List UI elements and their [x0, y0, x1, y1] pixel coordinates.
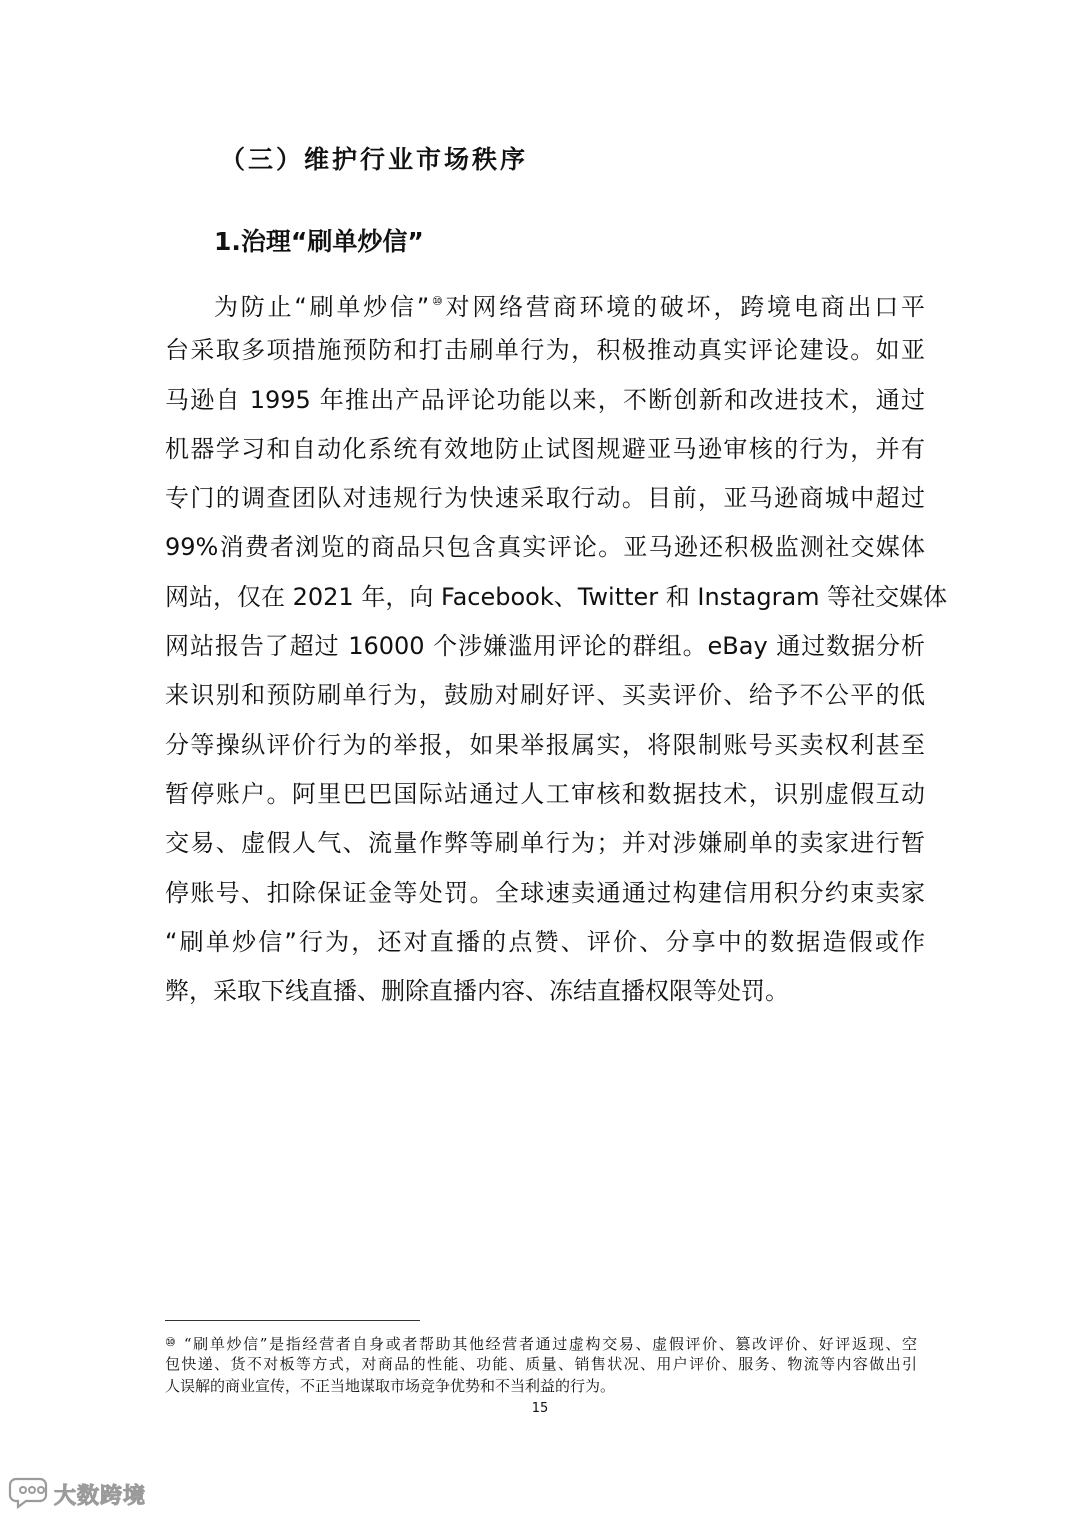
paragraph-line: 停账号、扣除保证金等处罚。全球速卖通通过构建信用积分约束卖家 — [165, 878, 925, 907]
footnote-separator — [165, 1320, 420, 1321]
line-text: 为防止“刷单炒信” — [214, 293, 430, 321]
body-paragraph — [165, 277, 948, 1016]
footnote-line — [165, 1331, 917, 1353]
sub-heading: 1.治理“刷单炒信” — [214, 227, 424, 256]
paragraph-line: 弊，采取下线直播、删除直播内容、冻结直播权限等处罚。 — [165, 977, 789, 1006]
paragraph-line: 来识别和预防刷单行为，鼓励对刷好评、买卖评价、给予不公平的低 — [165, 681, 925, 710]
line-text: 对网络营商环境的破坏，跨境电商出口平 — [445, 293, 925, 321]
paragraph-line: 马逊自 1995 年推出产品评论功能以来，不断创新和改进技术，通过 — [165, 385, 925, 414]
paragraph-line: 99%消费者浏览的商品只包含真实评论。亚马逊还积极监测社交媒体 — [165, 533, 925, 562]
footnote-marker: ⑩ — [165, 1335, 178, 1349]
watermark — [8, 1474, 146, 1514]
paragraph-line: 台采取多项措施预防和打击刷单行为，积极推动真实评论建设。如亚 — [165, 336, 925, 365]
paragraph-line: “刷单炒信”行为，还对直播的点赞、评价、分享中的数据造假或作 — [165, 927, 925, 956]
footnote-text: “刷单炒信”是指经营者自身或者帮助其他经营者通过虚构交易、虚假评价、篡改评价、好评返现、空 — [183, 1335, 918, 1353]
paragraph-line: 交易、虚假人气、流量作弊等刷单行为；并对涉嫌刷单的卖家进行暂 — [165, 829, 925, 858]
chat-bubble-logo-icon — [8, 1475, 50, 1513]
paragraph-line: 暂停账户。阿里巴巴国际站通过人工审核和数据技术，识别虚假互动 — [165, 779, 925, 808]
section-heading: （三）维护行业市场秩序 — [220, 145, 529, 174]
watermark-text: 大数跨境 — [54, 1483, 147, 1509]
footnote-reference[interactable]: ⑩ — [429, 294, 446, 308]
paragraph-line: 专门的调查团队对违规行为快速采取行动。目前，亚马逊商城中超过 — [165, 484, 925, 513]
paragraph-line: 机器学习和自动化系统有效地防止试图规避亚马逊审核的行为，并有 — [165, 434, 925, 463]
footnote-line: 人误解的商业宣传，不正当地谋取市场竞争优势和不当利益的行为。 — [165, 1377, 616, 1395]
footnote-line: 包快递、货不对板等方式，对商品的性能、功能、质量、销售状况、用户评价、服务、物流等内容做出引 — [165, 1355, 917, 1373]
page-number: 15 — [531, 1401, 549, 1416]
paragraph-line: 分等操纵评价行为的举报，如果举报属实，将限制账号买卖权利甚至 — [165, 730, 925, 759]
paragraph-line: 网站，仅在 2021 年，向 Facebook、Twitter 和 Instagram 等社交媒体 — [165, 582, 948, 611]
paragraph-line: 网站报告了超过 16000 个涉嫌滥用评论的群组。eBay 通过数据分析 — [165, 632, 925, 661]
footnote — [165, 1331, 917, 1397]
paragraph-line — [165, 277, 925, 326]
